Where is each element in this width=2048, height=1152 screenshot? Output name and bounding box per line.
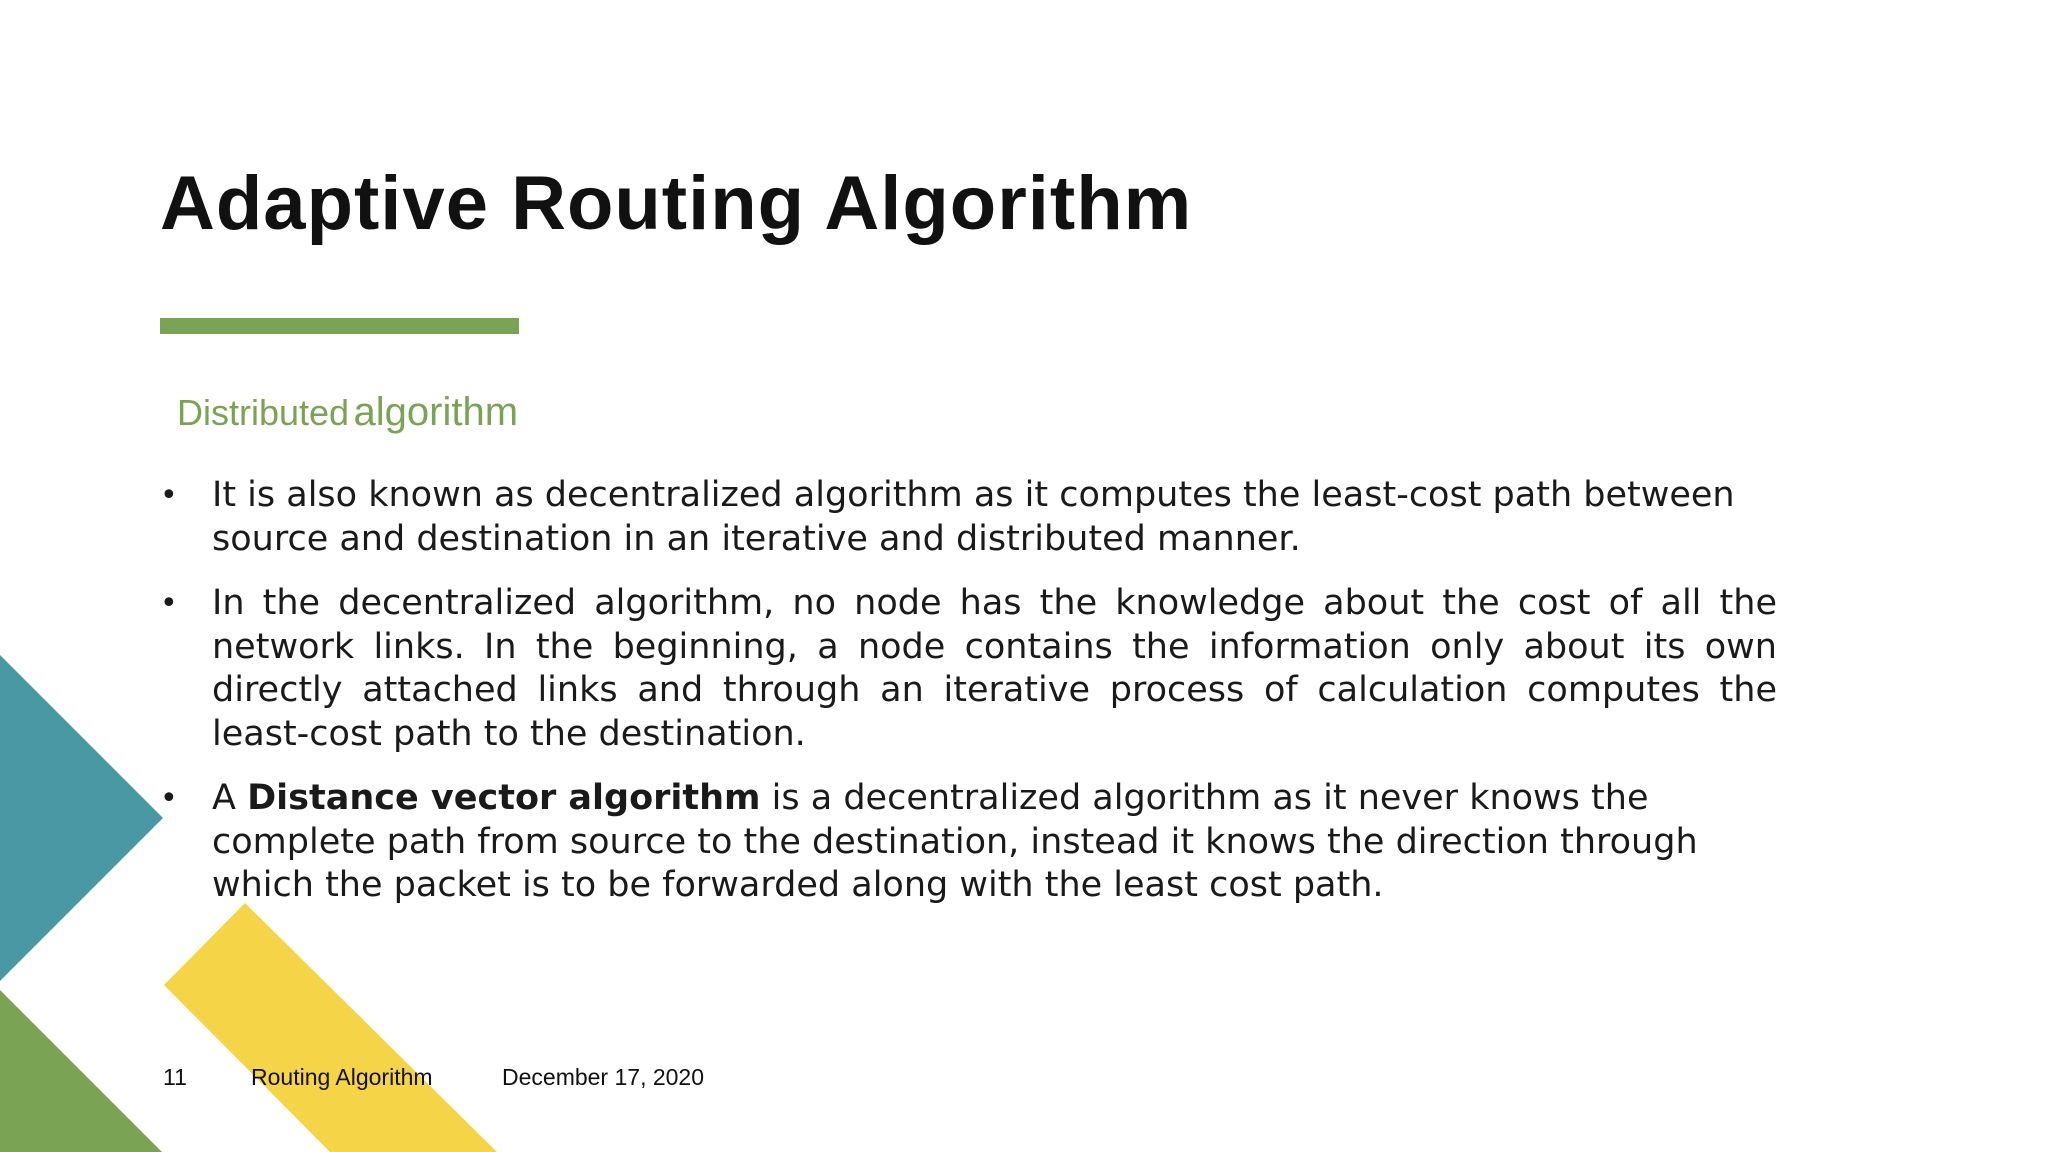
bullet-marker: • (160, 781, 178, 816)
footer-topic: Routing Algorithm (251, 1064, 433, 1090)
section-subtitle (177, 390, 518, 435)
subtitle-part2: algorithm (353, 390, 519, 434)
bullet-item (160, 474, 1777, 561)
slide-number: 11 (163, 1064, 187, 1090)
bullet-item (160, 582, 1777, 756)
slide-title: Adaptive Routing Algorithm (160, 161, 1193, 246)
bullet-text: In the decentralized algorithm, no node has the knowledge about the cost of all the network links. In the beginning, a node contains the information only about its own directly attached links and through an iterative process of calculation computes the least-cost path to the destination. (212, 583, 1777, 754)
bullet-list (160, 474, 1777, 929)
bullet-marker: • (160, 478, 178, 513)
subtitle-part1: Distributed (177, 392, 350, 433)
bullet-item (160, 777, 1777, 908)
bullet-marker: • (160, 586, 178, 621)
teal-triangle-shape (0, 655, 163, 981)
yellow-stripe-shape (164, 903, 497, 1152)
footer-date: December 17, 2020 (502, 1064, 705, 1090)
bullet-text: It is also known as decentralized algorithm as it computes the least-cost path between source and destination in an iterative and distributed manner. (212, 475, 1735, 559)
bullet-text-prefix: A (212, 778, 236, 818)
bullet-text-suffix: is a decentralized algorithm as it never knows the complete path from source to the destination, instead it knows the direction through which the packet is to be forwarded along with the least cost path. (212, 778, 1698, 905)
title-underline-bar (160, 318, 519, 334)
bullet-bold-term: Distance vector algorithm (247, 778, 761, 818)
green-triangle-shape (0, 990, 162, 1152)
